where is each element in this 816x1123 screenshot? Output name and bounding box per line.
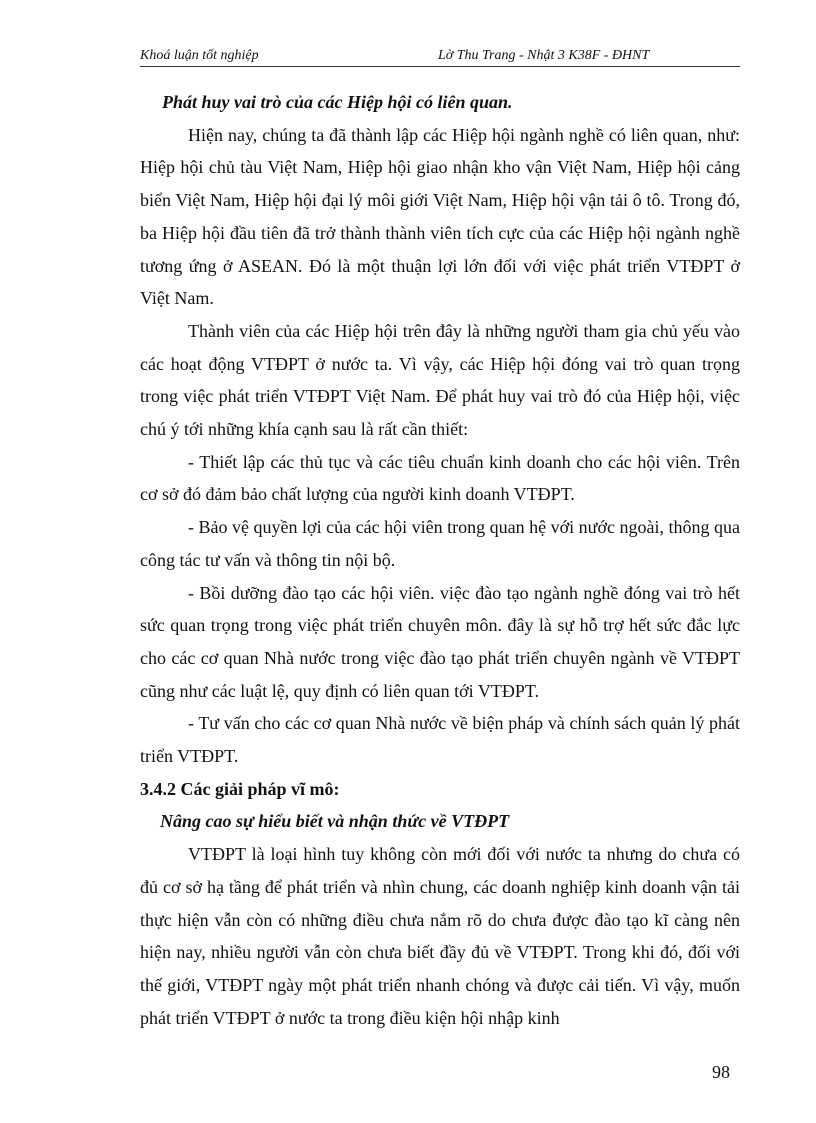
paragraph-2: Thành viên của các Hiệp hội trên đây là những người tham gia chủ yếu vào các hoạt động VTĐPT ở nước ta. Vì vậy, các Hiệp hội đóng vai trò quan trọng trong việc phát triển VTĐPT Việt Nam. Để phát huy vai trò đó của Hiệp hội, việc chú ý tới những khía cạnh sau là rất cần thiết: (140, 320, 740, 440)
bullet-2: - Bảo vệ quyền lợi của các hội viên trong quan hệ với nước ngoài, thông qua công tác tư vấn và thông tin nội bộ. (140, 517, 740, 570)
bullet-1: - Thiết lập các thủ tục và các tiêu chuẩn kinh doanh cho các hội viên. Trên cơ sở đó đảm bảo chất lượng của người kinh doanh VTĐPT. (140, 451, 740, 505)
header-author: Lờ Thu Trang - Nhật 3 K38F - ĐHNT (438, 48, 650, 63)
page-number: 98 (712, 1062, 730, 1082)
header-thesis-title: Khoá luận tốt nghiệp (140, 48, 259, 63)
page-header (140, 46, 740, 67)
bullet-3: - Bồi dưỡng đào tạo các hội viên. việc đào tạo ngành nghề đóng vai trò hết sức quan trọng trong việc phát triển chuyên môn. đây là sự hỗ trợ hết sức đắc lực cho các cơ quan Nhà nước trong việc đào tạo phát triển chuyên ngành về VTĐPT cũng như các luật lệ, quy định có liên quan tới VTĐPT. (140, 582, 740, 701)
bullet-4: - Tư vấn cho các cơ quan Nhà nước về biện pháp và chính sách quản lý phát triển VTĐPT. (140, 713, 740, 767)
document-body (140, 86, 740, 1034)
subheading-associations: Phát huy vai trò của các Hiệp hội có liên quan. (162, 92, 513, 112)
paragraph-1: Hiện nay, chúng ta đã thành lập các Hiệp hội ngành nghề có liên quan, như: Hiệp hội chủ tàu Việt Nam, Hiệp hội giao nhận kho vận Việt Nam, Hiệp hội cảng biển Việt Nam, Hiệp hội đại lý môi giới Việt Nam, Hiệp hội vận tải ô tô. Trong đó, ba Hiệp hội đầu tiên đã trở thành thành viên tích cực của các Hiệp hội ngành nghề tương ứng ở ASEAN. Đó là một thuận lợi lớn đối với việc phát triển VTĐPT ở Việt Nam. (140, 124, 740, 309)
paragraph-3: VTĐPT là loại hình tuy không còn mới đối với nước ta nhưng do chưa có đủ cơ sở hạ tầng để phát triển và nhìn chung, các doanh nghiệp kinh doanh vận tải thực hiện vẫn còn có những điều chưa nắm rõ do chưa được đào tạo kĩ càng nên hiện nay, nhiều người vẫn còn chưa biết đầy đủ về VTĐPT. Trong khi đó, đối với thế giới, VTĐPT ngày một phát triển nhanh chóng và được cải tiến. Vì vậy, muốn phát triển VTĐPT ở nước ta trong điều kiện hội nhập kinh (140, 844, 740, 1028)
subheading-awareness: Nâng cao sự hiểu biết và nhận thức về VTĐPT (160, 811, 510, 832)
section-heading: 3.4.2 Các giải pháp vĩ mô: (140, 778, 340, 799)
